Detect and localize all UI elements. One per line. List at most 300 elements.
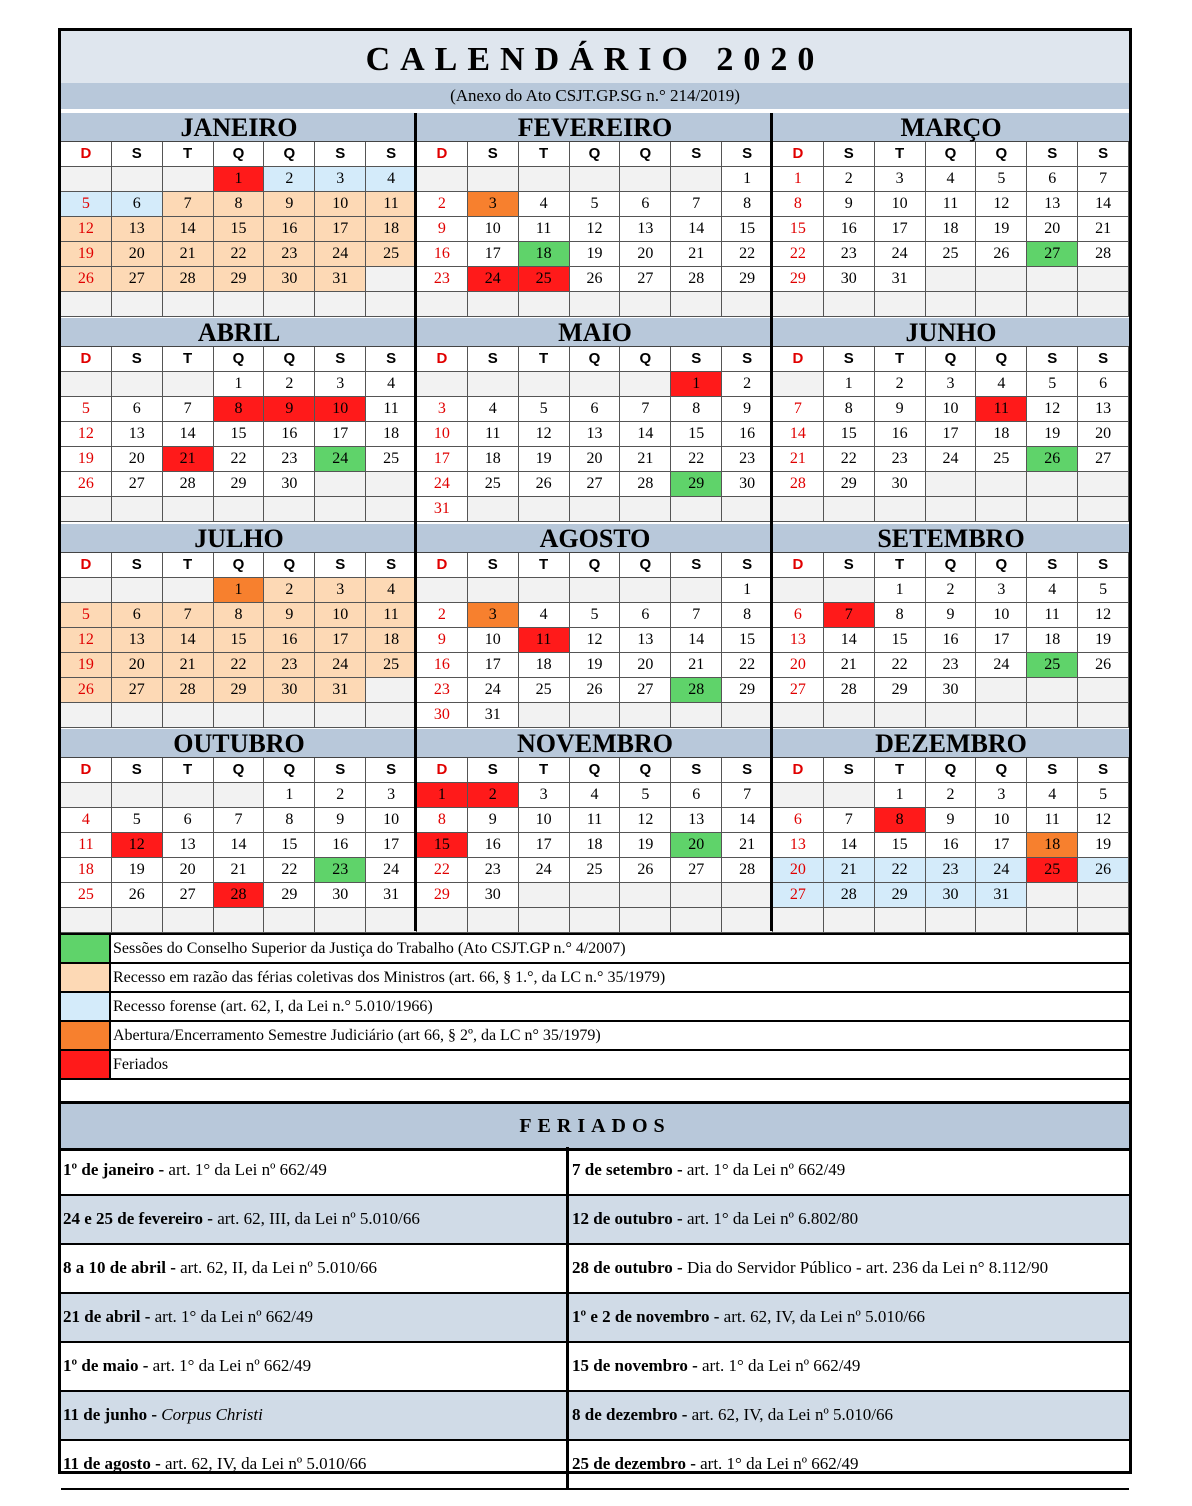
day-cell: 14 (773, 422, 824, 447)
day-cell: 3 (926, 372, 977, 397)
empty-cell (570, 703, 621, 728)
day-cell: 9 (417, 628, 468, 653)
day-cell: 3 (315, 372, 366, 397)
legend-swatch-session (61, 935, 111, 962)
empty-cell (1027, 908, 1078, 933)
day-cell-holiday: 11 (976, 397, 1027, 422)
day-cell: 17 (417, 447, 468, 472)
day-cell: 14 (722, 808, 773, 833)
day-cell-recesso: 15 (214, 628, 265, 653)
day-cell: 13 (671, 808, 722, 833)
day-cell: 24 (976, 653, 1027, 678)
empty-cell (671, 578, 722, 603)
day-cell: 13 (620, 217, 671, 242)
legend-text: Feriados (113, 1056, 169, 1073)
weekday-header: T (875, 347, 926, 372)
day-cell: 10 (417, 422, 468, 447)
day-cell: 27 (620, 678, 671, 703)
day-cell: 24 (468, 678, 519, 703)
day-cell: 7 (722, 783, 773, 808)
day-cell: 7 (671, 192, 722, 217)
day-cell: 7 (824, 808, 875, 833)
empty-cell (214, 703, 265, 728)
day-cell: 30 (722, 472, 773, 497)
day-cell: 13 (163, 833, 214, 858)
day-cell: 5 (1027, 372, 1078, 397)
day-cell: 10 (366, 808, 417, 833)
day-cell: 8 (773, 192, 824, 217)
day-cell-recesso: 28 (163, 678, 214, 703)
day-cell: 15 (875, 628, 926, 653)
day-cell: 14 (163, 422, 214, 447)
weekday-header: S (112, 142, 163, 167)
empty-cell (1027, 267, 1078, 292)
feriado-row (61, 1343, 1129, 1392)
day-cell-recesso: 29 (214, 267, 265, 292)
day-cell: 4 (926, 167, 977, 192)
empty-cell (570, 578, 621, 603)
day-cell: 6 (163, 808, 214, 833)
day-cell-forense: 26 (1078, 858, 1129, 883)
month-maio (417, 318, 773, 522)
month-grid (773, 758, 1129, 933)
feriado-cell (61, 1147, 569, 1194)
weekday-header: T (519, 347, 570, 372)
empty-cell (112, 908, 163, 933)
day-cell: 2 (315, 783, 366, 808)
day-cell: 8 (417, 808, 468, 833)
day-cell-session: 25 (1027, 653, 1078, 678)
empty-cell (773, 703, 824, 728)
day-cell: 26 (570, 267, 621, 292)
day-cell: 23 (417, 267, 468, 292)
day-cell: 20 (773, 653, 824, 678)
empty-cell (417, 908, 468, 933)
feriado-date: 7 de setembro - (572, 1160, 687, 1179)
day-cell: 6 (773, 603, 824, 628)
weekday-header: S (824, 347, 875, 372)
day-cell-recesso: 13 (112, 217, 163, 242)
day-cell: 10 (976, 603, 1027, 628)
day-cell: 31 (468, 703, 519, 728)
weekday-header: D (417, 553, 468, 578)
empty-cell (1027, 703, 1078, 728)
weekday-header: D (773, 758, 824, 783)
weekday-header: Q (264, 553, 315, 578)
weekday-header: Q (620, 347, 671, 372)
empty-cell (366, 703, 417, 728)
day-cell: 14 (824, 628, 875, 653)
month-grid (61, 758, 417, 933)
feriado-law: art. 1° da Lei nº 662/49 (686, 1160, 846, 1179)
day-cell: 5 (620, 783, 671, 808)
empty-cell (366, 472, 417, 497)
day-cell-recesso: 22 (214, 242, 265, 267)
day-cell: 17 (519, 833, 570, 858)
weekday-header: S (315, 553, 366, 578)
empty-cell (468, 167, 519, 192)
legend-text: Sessões do Conselho Superior da Justiça do Trabalho (Ato CSJT.GP n.° 4/2007) (113, 940, 626, 957)
empty-cell (112, 703, 163, 728)
weekday-header: Q (976, 347, 1027, 372)
day-cell: 29 (264, 883, 315, 908)
day-cell: 20 (112, 447, 163, 472)
empty-cell (519, 908, 570, 933)
day-cell: 9 (417, 217, 468, 242)
month-name: MAIO (417, 318, 773, 347)
empty-cell (671, 497, 722, 522)
day-cell: 3 (976, 578, 1027, 603)
day-cell: 16 (875, 422, 926, 447)
month-março (773, 113, 1129, 317)
day-cell: 18 (1027, 628, 1078, 653)
weekday-header: S (366, 758, 417, 783)
empty-cell (570, 908, 621, 933)
empty-cell (722, 292, 773, 317)
day-cell: 16 (417, 242, 468, 267)
day-cell-session: 26 (1027, 447, 1078, 472)
day-cell-recesso: 3 (315, 578, 366, 603)
day-cell: 19 (519, 447, 570, 472)
month-name: MARÇO (773, 113, 1129, 142)
day-cell: 16 (315, 833, 366, 858)
weekday-header: S (1078, 758, 1129, 783)
feriado-law: art. 1° da Lei nº 662/49 (154, 1307, 314, 1326)
day-cell-recesso: 7 (163, 192, 214, 217)
day-cell: 22 (214, 447, 265, 472)
empty-cell (722, 883, 773, 908)
page-title: CALENDÁRIO 2020 (61, 31, 1129, 83)
day-cell: 27 (112, 472, 163, 497)
day-cell: 11 (61, 833, 112, 858)
weekday-header: S (366, 347, 417, 372)
month-name: ABRIL (61, 318, 417, 347)
feriado-date: 12 de outubro - (572, 1209, 687, 1228)
day-cell: 17 (468, 653, 519, 678)
day-cell-recesso: 9 (264, 603, 315, 628)
day-cell-session: 27 (1027, 242, 1078, 267)
day-cell: 16 (824, 217, 875, 242)
empty-cell (264, 908, 315, 933)
day-cell: 5 (1078, 783, 1129, 808)
day-cell: 10 (875, 192, 926, 217)
day-cell: 3 (417, 397, 468, 422)
empty-cell (875, 292, 926, 317)
day-cell-holiday: 21 (163, 447, 214, 472)
legend-text: Recesso forense (art. 62, I, da Lei n.° 5.010/1966) (113, 998, 433, 1015)
empty-cell (264, 292, 315, 317)
day-cell: 16 (926, 628, 977, 653)
feriado-date: 25 de dezembro - (572, 1454, 701, 1473)
day-cell-recesso: 23 (264, 242, 315, 267)
weekday-header: T (875, 553, 926, 578)
day-cell: 20 (620, 242, 671, 267)
day-cell: 13 (773, 628, 824, 653)
weekday-header: D (61, 142, 112, 167)
day-cell: 13 (620, 628, 671, 653)
day-cell: 19 (570, 242, 621, 267)
empty-cell (112, 292, 163, 317)
weekday-header: D (61, 758, 112, 783)
day-cell: 2 (417, 603, 468, 628)
day-cell: 21 (214, 858, 265, 883)
empty-cell (468, 578, 519, 603)
weekday-header: S (1078, 142, 1129, 167)
day-cell: 9 (468, 808, 519, 833)
month-grid (61, 142, 417, 317)
day-cell: 16 (417, 653, 468, 678)
day-cell-recesso: 28 (163, 267, 214, 292)
day-cell-recesso: 30 (264, 678, 315, 703)
day-cell-recesso: 20 (112, 653, 163, 678)
empty-cell (620, 908, 671, 933)
day-cell: 20 (1078, 422, 1129, 447)
feriado-date: 15 de novembro - (572, 1356, 703, 1375)
day-cell: 11 (519, 217, 570, 242)
empty-cell (1078, 292, 1129, 317)
empty-cell (620, 372, 671, 397)
empty-cell (214, 497, 265, 522)
day-cell: 25 (468, 472, 519, 497)
empty-cell (61, 497, 112, 522)
empty-cell (1078, 678, 1129, 703)
day-cell-recesso: 26 (61, 267, 112, 292)
day-cell: 31 (366, 883, 417, 908)
day-cell: 9 (926, 603, 977, 628)
feriados-table (61, 1147, 1129, 1490)
day-cell-recesso: 11 (366, 192, 417, 217)
day-cell: 27 (163, 883, 214, 908)
day-cell: 1 (214, 372, 265, 397)
empty-cell (366, 267, 417, 292)
empty-cell (824, 578, 875, 603)
day-cell: 14 (671, 628, 722, 653)
empty-cell (1027, 678, 1078, 703)
day-cell-holiday: 7 (824, 603, 875, 628)
empty-cell (824, 292, 875, 317)
day-cell: 7 (1078, 167, 1129, 192)
day-cell: 11 (468, 422, 519, 447)
month-julho (61, 524, 417, 728)
empty-cell (875, 497, 926, 522)
day-cell: 30 (824, 267, 875, 292)
weekday-header: S (468, 142, 519, 167)
month-novembro (417, 729, 773, 933)
weekday-header: T (519, 758, 570, 783)
empty-cell (620, 883, 671, 908)
calendar-page (58, 28, 1132, 1474)
day-cell: 20 (570, 447, 621, 472)
empty-cell (875, 703, 926, 728)
weekday-header: Q (926, 142, 977, 167)
day-cell-recesso: 21 (163, 653, 214, 678)
empty-cell (163, 783, 214, 808)
weekday-header: S (1027, 347, 1078, 372)
day-cell: 30 (264, 472, 315, 497)
day-cell: 23 (824, 242, 875, 267)
month-name: JUNHO (773, 318, 1129, 347)
empty-cell (264, 497, 315, 522)
day-cell-forense: 20 (773, 858, 824, 883)
day-cell: 11 (1027, 808, 1078, 833)
empty-cell (163, 578, 214, 603)
empty-cell (620, 578, 671, 603)
empty-cell (417, 167, 468, 192)
feriado-law: Dia do Servidor Público - art. 236 da Lei n° 8.112/90 (686, 1258, 1049, 1277)
day-cell-recesso: 10 (315, 603, 366, 628)
month-grid (417, 758, 773, 933)
day-cell-recesso: 9 (264, 192, 315, 217)
day-cell: 19 (976, 217, 1027, 242)
day-cell: 26 (112, 883, 163, 908)
day-cell-holiday: 1 (417, 783, 468, 808)
day-cell: 13 (1027, 192, 1078, 217)
feriado-row (61, 1441, 1129, 1490)
day-cell: 29 (824, 472, 875, 497)
day-cell: 8 (722, 603, 773, 628)
legend-swatch-semestre (61, 1022, 111, 1049)
empty-cell (976, 908, 1027, 933)
column-divider (770, 113, 773, 931)
month-name: NOVEMBRO (417, 729, 773, 758)
empty-cell (468, 372, 519, 397)
day-cell: 18 (570, 833, 621, 858)
day-cell: 21 (671, 653, 722, 678)
day-cell: 26 (1078, 653, 1129, 678)
weekday-header: T (875, 142, 926, 167)
day-cell-recesso: 8 (214, 603, 265, 628)
empty-cell (417, 578, 468, 603)
day-cell: 27 (570, 472, 621, 497)
day-cell: 8 (722, 192, 773, 217)
day-cell: 11 (1027, 603, 1078, 628)
empty-cell (417, 372, 468, 397)
day-cell: 19 (112, 858, 163, 883)
day-cell: 17 (976, 628, 1027, 653)
day-cell: 28 (620, 472, 671, 497)
day-cell: 19 (570, 653, 621, 678)
month-grid (417, 347, 773, 522)
month-outubro (61, 729, 417, 933)
feriado-cell (61, 1294, 569, 1341)
weekday-header: D (773, 142, 824, 167)
day-cell: 22 (722, 242, 773, 267)
day-cell-recesso: 14 (163, 628, 214, 653)
day-cell: 20 (620, 653, 671, 678)
day-cell-recesso: 20 (112, 242, 163, 267)
column-divider (414, 113, 417, 931)
day-cell-forense: 22 (875, 858, 926, 883)
weekday-header: S (366, 553, 417, 578)
weekday-header: S (671, 347, 722, 372)
day-cell: 3 (875, 167, 926, 192)
empty-cell (519, 883, 570, 908)
day-cell-semestre: 3 (468, 603, 519, 628)
day-cell-recesso: 27 (112, 678, 163, 703)
feriado-law: art. 1° da Lei nº 6.802/80 (686, 1209, 859, 1228)
day-cell: 19 (620, 833, 671, 858)
weekday-header: S (468, 553, 519, 578)
day-cell: 10 (926, 397, 977, 422)
weekday-header: Q (214, 553, 265, 578)
day-cell: 12 (1027, 397, 1078, 422)
day-cell-recesso: 17 (315, 217, 366, 242)
empty-cell (366, 678, 417, 703)
day-cell: 26 (61, 472, 112, 497)
day-cell-forense: 29 (875, 883, 926, 908)
day-cell-holiday: 8 (875, 808, 926, 833)
day-cell: 4 (519, 192, 570, 217)
day-cell: 14 (671, 217, 722, 242)
day-cell: 9 (926, 808, 977, 833)
day-cell-recesso: 13 (112, 628, 163, 653)
day-cell: 2 (722, 372, 773, 397)
weekday-header: S (722, 758, 773, 783)
day-cell: 3 (976, 783, 1027, 808)
empty-cell (366, 497, 417, 522)
weekday-header: D (773, 553, 824, 578)
weekday-header: S (315, 347, 366, 372)
day-cell: 24 (417, 472, 468, 497)
weekday-header: S (468, 758, 519, 783)
day-cell: 21 (671, 242, 722, 267)
day-cell: 15 (214, 422, 265, 447)
day-cell-forense: 24 (976, 858, 1027, 883)
feriado-cell (569, 1294, 1129, 1341)
day-cell: 3 (366, 783, 417, 808)
empty-cell (620, 167, 671, 192)
day-cell-session: 23 (315, 858, 366, 883)
legend-swatch-forense (61, 993, 111, 1020)
day-cell-recesso: 11 (366, 603, 417, 628)
day-cell: 15 (773, 217, 824, 242)
feriado-date: 1º e 2 de novembro - (572, 1307, 724, 1326)
empty-cell (61, 167, 112, 192)
day-cell: 18 (366, 422, 417, 447)
empty-cell (824, 908, 875, 933)
empty-cell (519, 578, 570, 603)
weekday-header: T (163, 758, 214, 783)
day-cell-recesso: 16 (264, 217, 315, 242)
day-cell: 29 (722, 678, 773, 703)
day-cell: 15 (722, 217, 773, 242)
day-cell-recesso: 7 (163, 603, 214, 628)
feriado-row (61, 1294, 1129, 1343)
day-cell-recesso: 25 (366, 653, 417, 678)
day-cell-session: 24 (315, 447, 366, 472)
weekday-header: S (1027, 758, 1078, 783)
weekday-header: S (722, 142, 773, 167)
day-cell-recesso: 30 (264, 267, 315, 292)
weekday-header: Q (570, 553, 621, 578)
day-cell: 1 (773, 167, 824, 192)
weekday-header: S (315, 142, 366, 167)
day-cell: 25 (61, 883, 112, 908)
day-cell-recesso: 24 (315, 653, 366, 678)
legend (61, 933, 1129, 1100)
empty-cell (315, 292, 366, 317)
empty-cell (112, 578, 163, 603)
day-cell: 21 (824, 653, 875, 678)
empty-cell (570, 292, 621, 317)
day-cell-forense: 28 (824, 883, 875, 908)
feriado-cell (61, 1196, 569, 1243)
day-cell: 19 (1027, 422, 1078, 447)
empty-cell (773, 497, 824, 522)
weekday-header: S (1078, 553, 1129, 578)
day-cell-recesso: 18 (366, 217, 417, 242)
feriado-cell (61, 1245, 569, 1292)
